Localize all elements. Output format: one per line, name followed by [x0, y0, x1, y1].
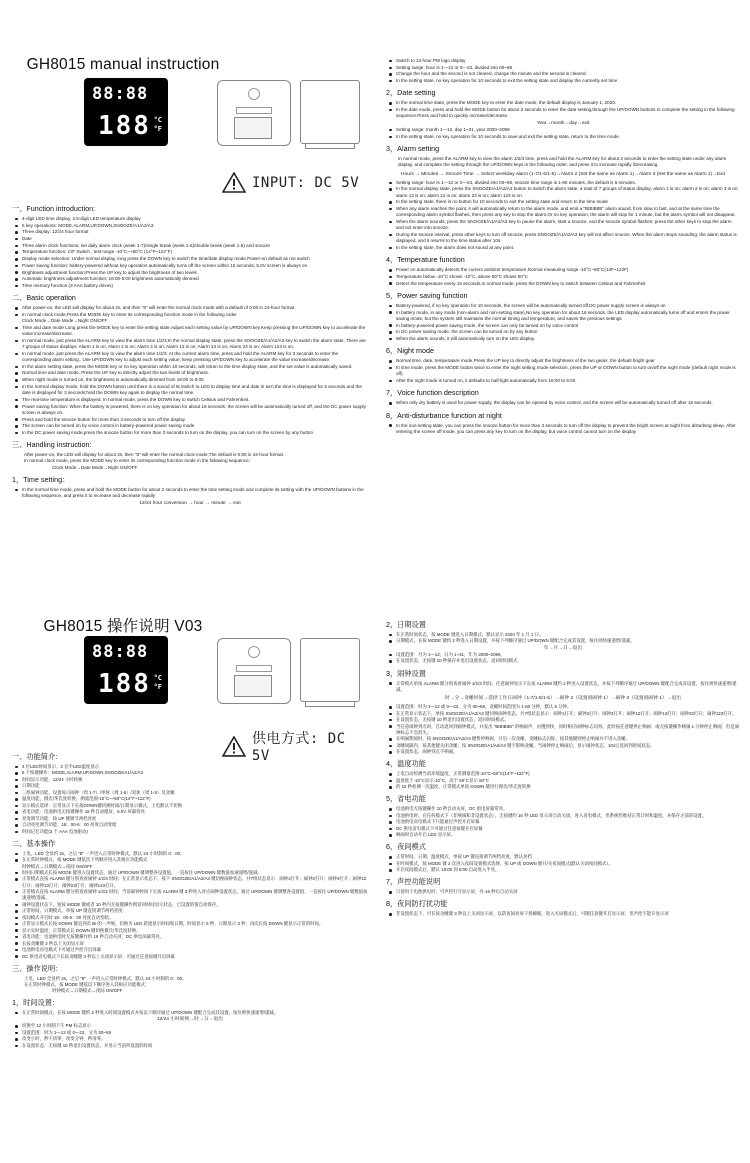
- list-item: 上电，LED 全显约 2s，之后 "8" 一声进入正常时钟模式，默认 24 小时制的 0：00。: [12, 851, 368, 857]
- cn-handling-heading: 三、操作说明：: [12, 963, 63, 973]
- cn-temperature-list: [386, 771, 740, 790]
- list-item: 亮度调节功能：按 UP 键调节两档亮度: [12, 816, 368, 822]
- cn-voice-list: [386, 889, 740, 895]
- clock-back-illustration-cn: [217, 638, 291, 704]
- cn-alarm-setting-list: [386, 704, 740, 755]
- list-item: 在设置状态，无按键 10 秒退出设置状态，并显示当前所设置的时间: [12, 1043, 368, 1049]
- input-voltage-label-cn: 供电方式: DC 5V: [251, 731, 346, 764]
- cn-date-setting-list-2: [386, 652, 740, 665]
- cn-power-saving-list: [386, 806, 740, 838]
- list-item: 温度功能，摄氏/华氏度转换，测量范围-10°C~+50°C(14°F~122°F): [12, 796, 368, 802]
- input-voltage-label: INPUT: DC 5V: [252, 174, 360, 191]
- alarm-setting-heading: 3，Alarm setting: [386, 144, 440, 154]
- list-item: 约 15 秒检测一次温度，正常模式单按 DOWN 键进行摄氏/华氏度转换: [386, 784, 740, 790]
- list-item: 自动亮度调节功能：18：00-6：00 亮度自动变暗: [12, 822, 368, 828]
- list-item: Power saving function: When the battery is powered, there is no key operation for about 16 seconds, the screen will be automatically turned off, and the DC power supply screen is always on.: [12, 404, 368, 417]
- date-setting-list: [386, 100, 740, 119]
- list-item: 正常模式单按 ALARM 键分别查看闹钟 1/2/3 时间，任意闹钟显示下长按 ALARM 键约 2 秒进入设置状态，并按下列顺序通过 UP/DOWN 键配合完成其设置，按住则快速递增/递减。: [386, 681, 740, 693]
- list-item: In DC power saving mode, the screen can be turned on by any button: [386, 329, 740, 335]
- list-item: 切换至 12 小时制下午 PM 标志显示: [12, 1023, 368, 1029]
- cn-function-intro-list: [12, 764, 368, 835]
- cn-date-setting-list: [386, 632, 740, 645]
- list-item: 长按贪睡键 3 秒以上关闭显示屏: [12, 941, 368, 947]
- cn-time-setting-list: [12, 1010, 368, 1016]
- cn-basic-operation-heading: 二、基本操作: [12, 838, 56, 848]
- clock-temp-unit-cn: °C °F: [153, 674, 162, 691]
- alarm-setting-paragraph: In normal mode, press the ALARM key to view the alarm 1/2/3 time, press and hold the ALARM key for about 2 seconds to enter the setting state under any alarm display, and complete the setting through the UP/DOWN keys in the following order, and press it to increase rapidly /Decreasing.: [398, 156, 727, 168]
- chinese-right-content: [386, 588, 740, 918]
- list-item: 在正常显示状态下，单按 SNOOZE/A1/A2/A3 键切换闹钟状态，共7组状态显示：闹钟1打开；闹钟2打开；闹钟3打开；闹钟12打开；闹钟13打开；闹钟23打开；闹钟123打开。: [386, 711, 740, 717]
- list-item: 5 个按键操作：MODE,ALARM,UP,DOWN,SNOOZE/A1/A2/A3: [12, 770, 368, 776]
- list-item: 只使用干电池供电时，可声控打开显示屏，亮 16 秒后自动关屏: [386, 889, 740, 895]
- cn-voice-heading: 7，声控功能说明: [386, 877, 441, 887]
- list-item: In normal mode, just press the ALARM key to view the alarm time 1/2/3. At the current alarm time, press and hold the ALARM key for 3 seconds to enter the corresponding alarm setting.. Use UP/DOWN key to adjust each setting value, keep pressing UP/DOWN key to accelerate the value increase/decrease.: [12, 351, 368, 364]
- list-item: 正常时间、日期、温度模式，单按 UP 键直接调节两档亮度，默认亮档: [386, 854, 740, 860]
- list-item: In the setting state, there is no button for 10 seconds to exit the setting state and return to the time mode: [386, 199, 740, 205]
- warning-icon: [222, 172, 246, 193]
- english-right-content: [386, 0, 740, 435]
- list-item: Press and hold the snooze button for more than 3 seconds to turn off the display: [12, 417, 368, 423]
- cn-time-setting-flow: 12/24 小时转换→时→分→退出: [156, 1017, 224, 1023]
- list-item: When the alarm sounds, press the SNOOZE/A1/A2/A3 key to pause the alarm, start a snooze, and the snooze symbol flashes; press the other keys to stop the alarm and not enter into snooze.: [386, 219, 740, 232]
- clock-time-digits-cn: 88:88: [92, 642, 149, 662]
- night-mode-list: [386, 358, 740, 384]
- list-item: In the setting state, no key operation for 10 seconds to exit the setting state and display the currently set time: [386, 78, 740, 84]
- english-manual: [0, 0, 750, 575]
- chinese-title: GH8015 操作说明 V03: [43, 618, 203, 635]
- list-item: In battery mode, in any mode (non-alarm and non-setting state),No key operation for about 16 seconds, the LED display automatically turns off and enters the power saving mode, but the system still maintains the normal timing and temperature, and saves the previous settings: [386, 310, 740, 323]
- list-item: 设置范围：时为 1—12 或 0—23，分为 00~59: [12, 1030, 368, 1036]
- basic-operation-heading: 二、Basic operation: [12, 293, 76, 303]
- list-item: The real-time temperature is displayed. In normal mode, press the DOWN key to switch Celsius and Fahrenheit.: [12, 397, 368, 403]
- list-item: Brightness adjustment function;Press the UP key to adjust the brightness of two levels: [12, 270, 368, 276]
- alarm-setting-flow: Hours → Minutes → Snooze Time → Select weekday alarm (1-7/1-6/1-5)→Alarm 2 (Set the same as Alarm 1)→Alarm 3 (Set the same as Alarm 1)→Exit: [401, 171, 725, 177]
- cn-power-saving-heading: 5，省电功能: [386, 794, 426, 804]
- list-item: In the normal display mode, hold the DOWN button until there is a sound of 8i,Switch to LED to display time and date in turn,the time is displayed for 5 seconds and the date is displayed for 3 seconds;hold the DOWN key again to display the normal time.: [12, 384, 368, 397]
- list-item: Change the hour and the second is not cleared, change the minute and the second is cleared.: [386, 71, 740, 77]
- chinese-right-column: [380, 588, 750, 1163]
- date-setting-list-2: [386, 127, 740, 140]
- list-item: Setting range: hour is 1—12 or 0—23, divided into 00~59: [386, 65, 740, 71]
- list-item: 在设置状态，无按键 10 秒退出设置状态，返回时间模式。: [386, 717, 740, 723]
- list-item: 当任意闹钟到点时，自动返回到闹钟模式，并发出 "BIBIBIBI" 的响闹声，由慢到快，同时相应闹钟标志闪烁，此时按任意键停止响闹；或无按键操作响闹 1 分钟停止响闹，但是闹钟标志不会消失。: [386, 724, 740, 736]
- list-item: 上电自动检测当前环境温度，正常测量范围-10°C~50°C(14°F~122°F): [386, 771, 740, 777]
- list-item: 在正常时间状态，按 MODE 键进入日期模式，默认显示 2020 年 1 月 1 日。: [386, 632, 740, 638]
- handling-flow: Clock Mode→Date Mode→Night ON/OFF: [52, 464, 138, 470]
- list-item: Temperature function: C/F Switch , test range -10°C~+50°C (14°F~122°F): [12, 249, 368, 255]
- list-item: 正常显示模式长按 DOWN 键直到有 Bi 的一声响，切换为 LED 轮流显示时间和日期，时间显示 5 秒，日期显示 3 秒；再次长按 DOWN 键显示正常的时间。: [12, 921, 368, 927]
- list-item: 夜间模式开启时 18：00-6：00 亮度自动变暗。: [12, 915, 368, 921]
- alarm-setting-list: [386, 180, 740, 252]
- list-item: In normal clock mode,Press the MODE key to enter its corresponding function mode in the following order Clock Mode→Date Mode→Night ON/OFF: [12, 312, 368, 325]
- cn-time-setting-heading: 1，时间设置：: [12, 997, 60, 1007]
- chinese-left-content: [12, 748, 368, 1049]
- input-warning: [222, 172, 359, 193]
- list-item: In the setting state, the alarm does not sound at any point.: [386, 245, 740, 251]
- night-mode-heading: 6，Night mode: [386, 346, 434, 356]
- list-item: In battery-powered power saving mode, the screen can only be turned on by voice control: [386, 323, 740, 329]
- cn-alarm-setting-flow: 时→分→贪睡时间→选择工作日闹钟（1-7/1-6/1-5）→闹钟 2（设置同闹钟 1）→闹钟 3（设置同闹钟 1）→退出: [444, 696, 682, 702]
- list-item: 省电功能：电池供电无按键操作 15 秒自动熄屏，5.0V 屏幕常亮: [12, 809, 368, 815]
- list-item: 时间日期模式长按 MODE 键进入设置状态，通过 UP/DOWN 键调整各设置值，一直按住 UP/DOWN 键数值加速递增/递减。: [12, 870, 368, 876]
- list-item: After the night mode is turned on, it defaults to half-light automatically from 18:00 to 6:00.: [386, 378, 740, 384]
- function-intro-list: [12, 216, 368, 289]
- cn-time-setting-list-2: [12, 1023, 368, 1049]
- cn-alarm-setting-intro: [386, 681, 740, 693]
- list-item: 正常模式直按 ALARM 键分别查看闹钟 1/2/3 时间，当前闹钟时间下长按 ALARM 键 3 秒进入对应闹钟设置状态，通过 UP/DOWN 键调整各设置值，一直按住 UP/DOWN 键数值加速递增/递减。: [12, 889, 368, 901]
- cn-date-setting-flow: 年→月→日→退出: [543, 645, 583, 651]
- list-item: 响闹时自动开启 LED 显示屏。: [386, 832, 740, 838]
- list-item: In the normal display state, press the SNOOZE/A1/A2/A3 button to switch the alarm state, a total of 7 groups of status display: alarm 1 is on; alarm 2 is on; alarm 3 is on; alarm 12 is on; alarm 13 is on; alarm 23 is on; alarm 123 is on.: [386, 186, 740, 199]
- cn-date-setting-heading: 2，日期设置: [386, 620, 426, 629]
- chinese-manual: [0, 588, 750, 1163]
- list-item: In the non-setting state, you can press the snooze button for more than 3 seconds to turn off the display to prevent the bright screen at night from disturbing sleep. After entering the screen off mode, you can press any key to turn on the display, but voice control cannot turn on the display: [386, 423, 740, 436]
- voice-heading: 7，Voice function description: [386, 388, 479, 398]
- list-item: In the normal time mode, press and hold the MODE button for about 2 seconds to enter the time setting mode and complete its setting with the UP/DOWN buttons in the following sequence, and press it to increase and decrease rapidly: [12, 487, 368, 500]
- handling-heading: 三、Handling instruction:: [12, 440, 92, 450]
- list-item: When the alarm sounds, it will automatically turn on the LED display.: [386, 336, 740, 342]
- list-item: Power on automatically detects the current ambient temperature,Normal measuring range -10°C~50°C(14F~122F): [386, 267, 740, 273]
- list-item: 5 key operations: MODE,ALARM,UP,DOWN,SNOOZE/A1/A2/A3: [12, 223, 368, 229]
- clock-time-digits: 88:88: [92, 84, 149, 104]
- english-right-column: [380, 0, 750, 575]
- list-item: In normal mode, just press the ALARM key to view the alarm time 1/2/3;In the normal display state, press the SNOOZE/A1/A2/A3 key to switch the alarm state, There are 7 groups of status displays: Alarm 1 is on; Alarm 2 is on; Alarm 3 is on; Alarm 12 is on; Alarm 13 is on; Alarm 23 is on; Alarm 123 is on.: [12, 338, 368, 351]
- list-item: 非设置状态下，可长按贪睡键 3 秒以上关闭显示屏，以防夜间亮屏干扰睡眠，进入关屏模式后，可随任意键开启显示屏，但声控不能开显示屏: [386, 911, 740, 917]
- list-item: Three alarm clock functions, set daily alarm clock (week 1-7)/single break (week 1-6)/double break (week 1-5) and snooze: [12, 243, 368, 249]
- cn-handling-flow: 时钟模式→日期模式→夜间 ON/OFF: [52, 987, 123, 993]
- list-item: 正常模式直按 ALARM 键分别查看闹钟 1/2/3 时间；在正常显示状态下，按下 SNOOZE/A1/A2/A3 键切换闹钟状态，共7组状态显示：闹钟1打开；闹钟2打开；闹钟3打开；闹钟12打开；闹钟13打开；闹钟23打开；闹钟123打开。: [12, 876, 368, 888]
- cn-function-intro-heading: 一、功能简介：: [12, 752, 63, 761]
- clock-back-illustration: [217, 80, 291, 146]
- cn-anti-disturbance-list: [386, 911, 740, 917]
- list-item: 电池供电无按键操作 10 秒自动关屏，DC 供电屏幕常亮。: [386, 806, 740, 812]
- list-item: Battery-powered, if no key operation for 10 seconds, the screen will be automatically turned off,DC power supply screen is always on: [386, 303, 740, 309]
- list-item: Time memory function (3 AAA battery drives): [12, 283, 368, 289]
- chinese-left-column: [0, 588, 372, 1163]
- list-item: 设置范围：月为 1—12，日为 1~31，年为 2000~2099。: [386, 652, 740, 658]
- date-setting-heading: 2，Date setting: [386, 88, 436, 98]
- list-item: Date: [12, 236, 368, 242]
- list-item: 温度低于-10°C显示-10°C，高于 50°C显示 50°C: [386, 778, 740, 784]
- list-item: In the alarm setting state, press the MODE key or no key operation within 10 seconds, will return to the time display state, and the set value is automatically saved.: [12, 364, 368, 370]
- list-item: Time and date mode Long press the MODE key to enter the setting state.Adjust each setting value by UP/DOWN key.Keep pressing the UP/DOWN key to accelerate the value increase/decrease.: [12, 325, 368, 338]
- list-item: Display mode selection: Under normal display, long press the DOWN key to switch the time/date display mode,Power-on default as not switch: [12, 256, 368, 262]
- list-item: In the setting state, no key operation for 10 seconds to save and exit the setting state, return to the time mode: [386, 134, 740, 140]
- list-item: Detect the temperature every 15 seconds,In normal mode, press the DOWN key to switch between Celsius and Fahrenheit: [386, 281, 740, 287]
- list-item: 正常时间、日期模式，单按 UP 键直接调节两档亮度: [12, 908, 368, 914]
- date-setting-flow: Year→month→day→exit: [536, 121, 590, 127]
- list-item: During the snooze interval, press other keys to turn off snooze; press SNOOZE/A1/A2/A3 key will not affect snooze. When the alarm stops sounding, the alarm status is displayed, and it returns to the time status after 10s.: [386, 232, 740, 245]
- list-item: Setting range: hour is 1—12 or 0—23, divided into 00~59, snooze time range is 1-60 minutes, the default is 5 minutes.: [386, 180, 740, 186]
- power-saving-heading: 5，Power saving function: [386, 290, 468, 300]
- list-item: 贪睡间隔内，按其他键关闭贪睡；按 SNOOZE/A1/A2/A3 键不影响贪睡。当闹钟停止响闹后，显示闹钟状态，10s后返回到时间状态。: [386, 743, 740, 749]
- english-left-column: [0, 0, 372, 575]
- voice-list: [386, 400, 740, 406]
- list-item: 在正常时间模式，长按 MODE 键约 2 秒进入时间设置模式并按以下顺序通过 UP/DOWN 键配合完成其设置，按住则快速递增/递减。: [12, 1010, 368, 1016]
- clock-temp-digits: 188: [98, 111, 151, 141]
- clock-front-illustration-cn: [84, 636, 168, 704]
- list-item: 在设置状态，闹钟到点不响闹。: [386, 749, 740, 755]
- clock-side-illustration: [300, 80, 360, 144]
- list-item: 在正常时钟模式，按 MODE 键依次下列顺序进入其相应功能模式 时钟模式→日期模式→夜间 ON/OFF: [12, 857, 368, 869]
- list-item: 在设置状态，无按键 10 秒保存并退出设置状态，返回时间模式: [386, 658, 740, 664]
- list-item: Switch to 12-hour PM logo display: [386, 58, 740, 64]
- clock-side-illustration-cn: [300, 638, 360, 702]
- time-setting-flow: 12/24 hour conversion → hour → minute → exit: [139, 501, 241, 507]
- list-item: 开启夜间模式后，默认 18:00 到 6:00 自动进入半亮。: [386, 867, 740, 873]
- list-item: In the normal time state, press the MODE key to enter the date mode, the default display is January 1, 2020.: [386, 100, 740, 106]
- list-item: Power saving function: battery-powered without key operation automatically turns off the screen within 15 seconds, 5.0V screen is always on: [12, 263, 368, 269]
- list-item: In time mode, press the MODE button twice to enter the night setting mode selection, press the UP or DOWN button to turn on/off the night mode (default night mode is off).: [386, 365, 740, 378]
- list-item: 改变小时，秒不清零，改变分钟，秒清零。: [12, 1036, 368, 1042]
- list-item: Automatic brightness adjustment function; 18:00-6:00 brightness automatically dimmed: [12, 276, 368, 282]
- list-item: 在响闹期间时，按 SNOOZE/A1/A2/A3 键暂停响闹，开启一次贪睡，贪睡标志闪烁；按其他键则停止响闹并不进入贪睡。: [386, 736, 740, 742]
- list-item: Temperature below -10°C shows -10°C, above 50°C shows 50°C: [386, 274, 740, 280]
- cn-anti-disturbance-heading: 8，夜间防打扰功能: [386, 899, 448, 909]
- list-item: 三组闹钟功能，设置每日闹钟（周 1-7）/单休（周 1-6）/双休（周 1-5）及贪睡: [12, 790, 368, 796]
- list-item: 在时间模式，按 MODE 键 2 次进入夜间设置模式选择，按 UP 或 DOWN 键开/关夜间模式(默认关闭夜间模式）。: [386, 861, 740, 867]
- list-item: 时间显示功能，12/24 小时转换: [12, 777, 368, 783]
- time-setting-list: [12, 487, 368, 500]
- clock-temp-unit: °C °F: [153, 116, 162, 133]
- english-title: GH8015 manual instruction: [26, 56, 220, 73]
- cn-handling-paragraph-2: 在正常时钟模式，按 MODE 键依以下顺序进入其相应功能模式：: [24, 981, 150, 987]
- list-item: 显示实时温度，正常模式长 DOWN 键切换摄氏/华氏度转换。: [12, 928, 368, 934]
- list-item: After power-on, the LED will display for about 2s, and then "8" will enter the normal clock mode with a default of 0:00 in 24-hour format.: [12, 305, 368, 311]
- cn-alarm-setting-heading: 3，闹钟设置: [386, 668, 426, 678]
- list-item: DC 供电省电模式下可通过任意按键开启屏幕: [386, 826, 740, 832]
- cn-night-mode-heading: 6，夜间模式: [386, 842, 426, 852]
- list-item: 4-digit LED time display, 2.5-digit LED temperature display: [12, 216, 368, 222]
- anti-disturbance-heading: 8，Anti-disturbance function at night: [386, 410, 502, 420]
- list-item: Normal time, date, temperature mode,Press the UP key to directly adjust the brightness of the two gears, the default bright gear: [386, 358, 740, 364]
- list-item: 时间记忆功能(3 个 AAA 电池驱动): [12, 829, 368, 835]
- list-item: 电池供电省电模式下可通过声控开启屏幕: [12, 947, 368, 953]
- handling-paragraph-1: After power-on, the LED will display for about 2s, then "8" will enter the normal clock mode,The default is 0:00 in 24-hour format.: [24, 452, 285, 458]
- list-item: When only dry battery is used for power supply, the display can be opened by voice control, and the screen will be automatically turned off after 16 seconds.: [386, 400, 740, 406]
- list-item: Setting range: month 1—12, day 1~31, year 2000~2099: [386, 127, 740, 133]
- clock-temp-digits-cn: 188: [98, 669, 151, 699]
- cn-night-mode-list: [386, 854, 740, 873]
- english-left-content: [12, 200, 368, 507]
- list-item: When night mode is turned on, the brightness is automatically dimmed from 18:00 to 6:00.: [12, 377, 368, 383]
- list-item: 日期模式，长按 MODE 键约 2 秒进入日期设置，并按下列顺序通过 UP/DOWN 键配合完成其设置，按住则快速递增/递减。: [386, 638, 740, 644]
- cn-basic-operation-list: [12, 851, 368, 960]
- power-saving-list: [386, 303, 740, 342]
- time-setting-continued-list: [386, 58, 740, 84]
- time-setting-heading: 1，Time setting：: [12, 475, 70, 485]
- basic-operation-list: [12, 305, 368, 436]
- list-item: When any alarm reaches the point, it will automatically return to the alarm mode, and emit a "BIBIBIBI" alarm sound, from slow to fast, and at the same time the corresponding alarm symbol flashes, then press any key to stop the alarm,Or no key operation, the alarm will stop for 1 minute, but the alarm symbol will not disappear.: [386, 206, 740, 219]
- list-item: Three display: 12/24 hour format: [12, 229, 368, 235]
- list-item: 省电功能：电池供电时无按键操作约 16 秒自动关屏，DC 供电屏幕常亮。: [12, 934, 368, 940]
- list-item: 电池供电时，在任何模式下（非响闹和非设置状态），无按键约 16 秒 LED 显示屏自动关闭，进入省电模式，但系统仍维持正常计时和温度，并保存之前的设置。: [386, 813, 740, 819]
- list-item: 日期功能: [12, 783, 368, 789]
- list-item: DC 供电省电模式下长按贪睡键 3 秒以上关闭显示屏，可通过任意按键开启屏幕: [12, 954, 368, 960]
- function-intro-heading: 一、Function introduction:: [12, 204, 96, 213]
- cn-temperature-heading: 4，温度功能: [386, 759, 426, 769]
- list-item: 闹钟设置状态下，短按 MODE 键或者 10 秒内无按键操作则返回时间显示状态，已设置的值自动保存。: [12, 902, 368, 908]
- anti-disturbance-list: [386, 423, 740, 436]
- list-item: 电池供电省电模式下只能通过声控开启屏幕: [386, 819, 740, 825]
- temperature-list: [386, 267, 740, 287]
- list-item: 显示模式选择：正常显示下长按DOWN键切换时间/日期显示模式，上电默认不切换: [12, 803, 368, 809]
- list-item: In the DC power saving mode,press the snooze button for more than 3 seconds to turn on the display, you can turn on the screen by any button: [12, 430, 368, 436]
- handling-paragraph-2: In normal clock mode, press the MODE key to enter its corresponding function mode in the following sequence:: [24, 458, 250, 464]
- list-item: Normal time and date mode, Press the UP key to directly adjust the two levels of brightness.: [12, 370, 368, 376]
- clock-front-illustration: [84, 78, 168, 146]
- temperature-heading: 4，Temperature function: [386, 255, 465, 265]
- list-item: In the date mode, press and hold the MODE button for about 2 seconds to enter the date setting,through the UP/DOWN buttons to complete the setting in the following sequence.Press and hold to quickly increase/decrease.: [386, 107, 740, 120]
- list-item: The screen can be turned on by voice control in battery-powered power saving mode: [12, 423, 368, 429]
- list-item: 4 位LED时间显示，2 位半LED温度显示: [12, 764, 368, 770]
- cn-handling-paragraph-1: 上电，LED 全显约 2s，之后 "8" 一声进入正常时钟模式，默认 24 小时制的 0：00。: [24, 975, 187, 981]
- list-item: 设置范围：时为 1—12 或 0—23，分为 00~59，贪睡时间范围为 1-60 分钟，默认 5 分钟。: [386, 704, 740, 710]
